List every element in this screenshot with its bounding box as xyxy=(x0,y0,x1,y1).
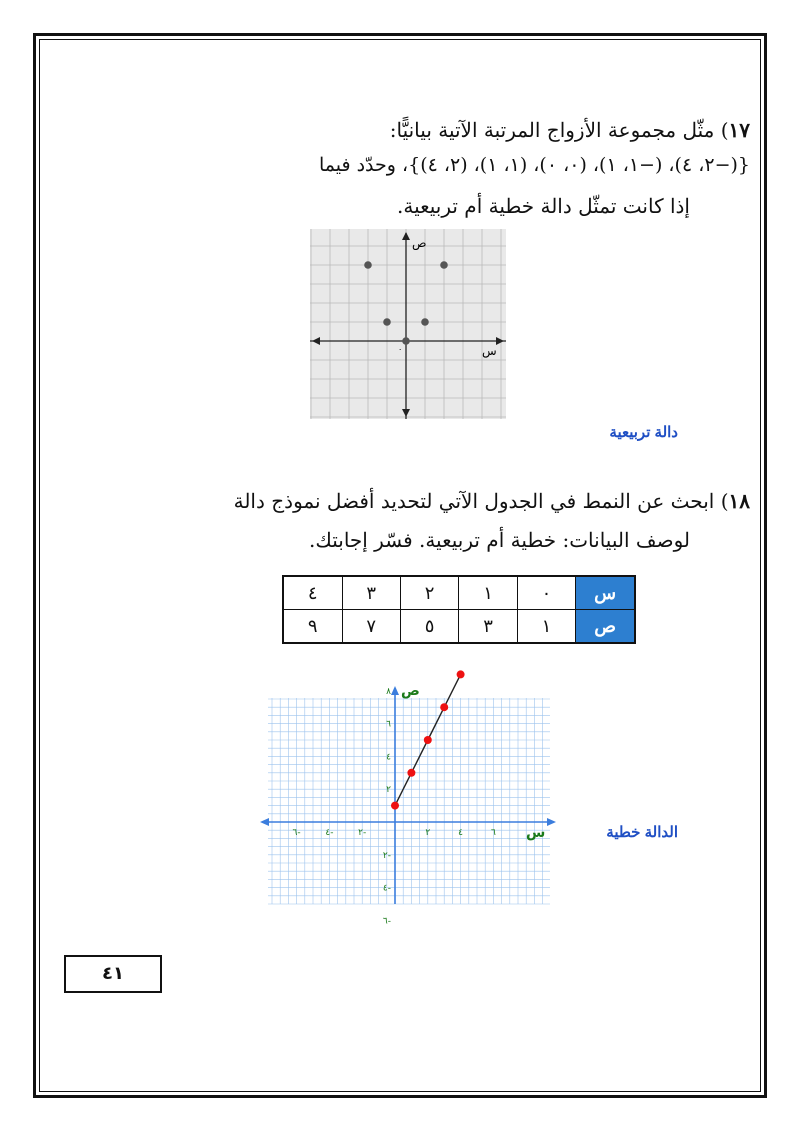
data-point xyxy=(402,337,410,345)
x-tick-label: ٤- xyxy=(325,828,334,838)
data-point xyxy=(457,670,465,678)
table-cell: ٢ xyxy=(400,576,458,610)
data-point xyxy=(440,703,448,711)
x-axis-arrow-right xyxy=(547,818,556,826)
data-point xyxy=(391,802,399,810)
x-tick-label: ٤ xyxy=(458,828,464,838)
table-cell: ٣ xyxy=(459,610,517,644)
y-axis-label: ص xyxy=(401,683,420,699)
y-tick-label: ٢- xyxy=(382,850,391,861)
q18-text-line2: لوصف البيانات: خطية أم تربيعية. فسّر إجابتك. xyxy=(309,528,690,552)
y-tick-label: ٤ xyxy=(386,752,391,763)
table-header-y: ص xyxy=(576,610,635,644)
data-point xyxy=(440,261,448,269)
table-cell: ١ xyxy=(517,610,575,644)
q17-text-line2: {(−٢، ٤)، (−١، ١)، (٠، ٠)، (١، ١)، (٢، ٤)}، وحدّد فيما xyxy=(318,154,750,176)
x-axis-arrow-left xyxy=(260,818,269,826)
table-row-y xyxy=(283,610,635,644)
origin-label: ٠ xyxy=(398,345,403,354)
y-tick-label: ٦- xyxy=(382,916,391,927)
x-axis-label: س xyxy=(482,344,497,358)
y-tick-label: ٨ xyxy=(386,686,391,697)
table-header-x: س xyxy=(576,576,635,610)
q17-number: ١٧ xyxy=(728,118,750,142)
x-tick-label: ٦ xyxy=(490,828,496,838)
table-cell: ٤ xyxy=(283,576,342,610)
y-axis-arrow-top xyxy=(391,686,399,695)
data-point xyxy=(424,736,432,744)
y-tick-label: ٤- xyxy=(382,883,391,894)
table-cell: ٩ xyxy=(283,610,342,644)
q17-text-line3: إذا كانت تمثّل دالة خطية أم تربيعية. xyxy=(396,194,690,218)
q18-answer: الدالة خطية xyxy=(606,824,678,841)
x-tick-label: ٢- xyxy=(358,828,367,838)
data-point xyxy=(407,769,415,777)
data-point xyxy=(383,318,391,326)
table-cell: ٧ xyxy=(342,610,400,644)
table-cell: ٥ xyxy=(400,610,458,644)
q18-line1: ١٨) ابحث عن النمط في الجدول الآتي لتحديد أفضل نموذج دالة xyxy=(233,489,750,513)
q17-answer: دالة تربيعية xyxy=(609,424,678,441)
y-axis-label: ص xyxy=(412,236,427,250)
x-tick-label: ٢ xyxy=(425,828,431,838)
table-cell: ١ xyxy=(459,576,517,610)
page-number-box: ٤١ xyxy=(64,955,162,993)
q18-line-graph xyxy=(258,682,558,927)
data-point xyxy=(364,261,372,269)
x-tick-label: ٦- xyxy=(292,828,301,838)
q18-number: ١٨ xyxy=(728,489,750,513)
table-cell: ٠ xyxy=(517,576,575,610)
table-cell: ٣ xyxy=(342,576,400,610)
data-point xyxy=(421,318,429,326)
q17-line1: ١٧) مثّل مجموعة الأزواج المرتبة الآتية بيانيًّا: xyxy=(389,118,750,142)
q18-text-line1: ابحث عن النمط في الجدول الآتي لتحديد أفضل نموذج دالة xyxy=(233,489,715,513)
q18-data-table xyxy=(282,575,636,644)
x-axis-label: س xyxy=(526,825,546,841)
y-tick-label: ٢ xyxy=(386,785,391,796)
y-tick-label: ٦ xyxy=(386,719,391,730)
q17-scatter-graph xyxy=(310,229,506,419)
table-row-x xyxy=(283,576,635,610)
q17-text-line1: مثّل مجموعة الأزواج المرتبة الآتية بيانيًّا: xyxy=(389,118,715,142)
graph-background xyxy=(310,229,506,419)
